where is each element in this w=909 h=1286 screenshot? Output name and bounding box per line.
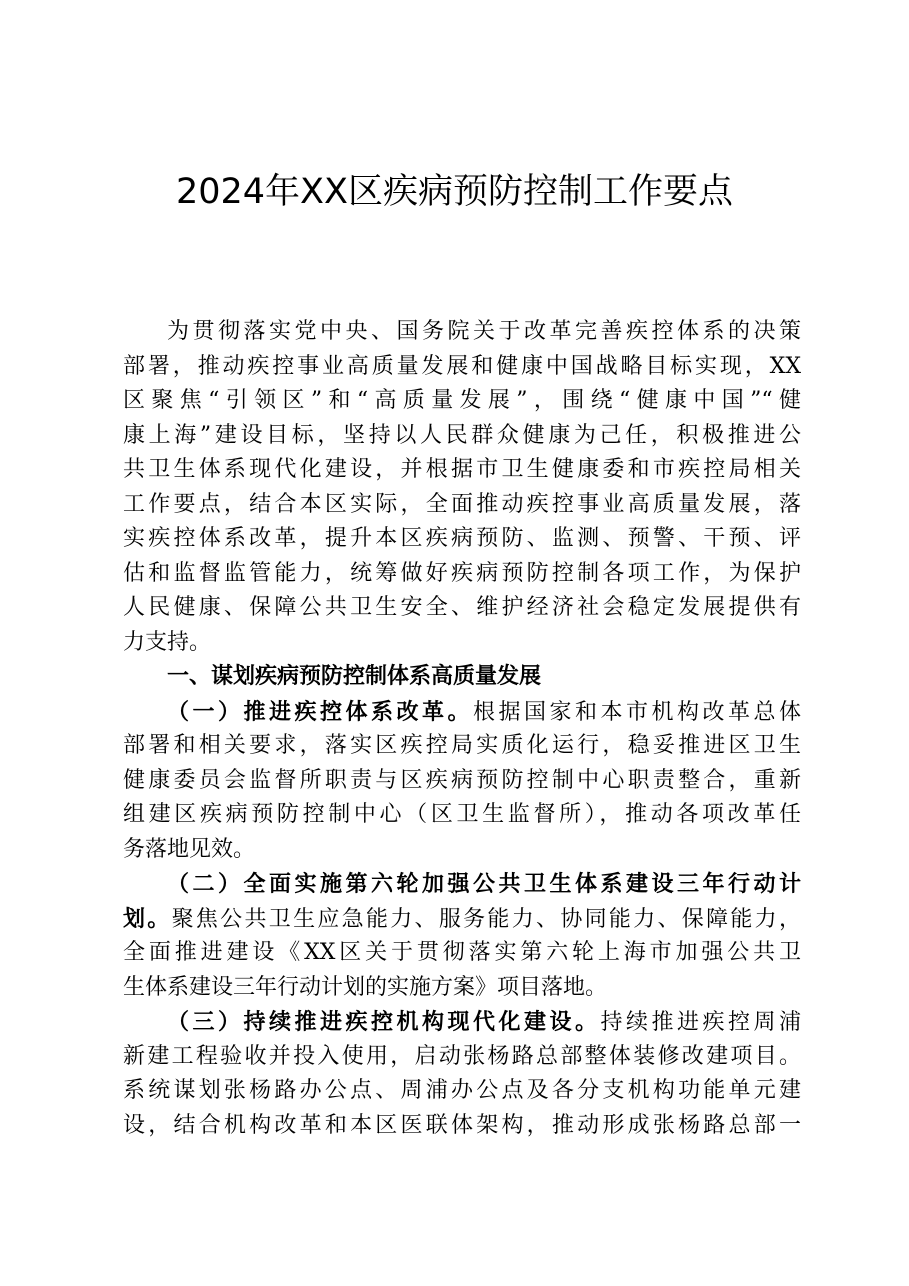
intro-line: 实疾控体系改革，提升本区疾病预防、监测、预警、干预、评 xyxy=(123,526,801,551)
intro-line: 人民健康、保障公共卫生安全、维护经济社会稳定发展提供有 xyxy=(123,595,801,620)
item-1-text: 根据国家和本市机构改革总体 xyxy=(473,699,801,725)
item-3-heading: （三）持续推进疾控机构现代化建设。 xyxy=(167,1009,601,1035)
intro-line: 康上海”建设目标，坚持以人民群众健康为己任，积极推进公 xyxy=(123,422,801,448)
item-1-line: 部署和相关要求，落实区疾控局实质化运行，稳妥推进区卫生 xyxy=(123,733,801,758)
item-2-heading: （二）全面实施第六轮加强公共卫生体系建设三年行动计 xyxy=(167,871,801,897)
item-3-first-line xyxy=(123,1005,801,1040)
item-2-text: 聚焦公共卫生应急能力、服务能力、协同能力、保障能力， xyxy=(171,906,801,932)
item-3-line: 新建工程验收并投入使用，启动张杨路总部整体装修改建项目。 xyxy=(123,1043,801,1069)
item-3-line: 系统谋划张杨路办公点、周浦办公点及各分支机构功能单元建 xyxy=(123,1078,801,1103)
item-1-first-line xyxy=(123,695,801,730)
item-2-line: 生体系建设三年行动计划的实施方案》项目落地。 xyxy=(123,974,608,1000)
intro-line: 力支持。 xyxy=(123,629,212,655)
intro-line: 共卫生体系现代化建设，并根据市卫生健康委和市疾控局相关 xyxy=(123,457,801,482)
intro-line: 为贯彻落实党中央、国务院关于改革完善疾控体系的决策 xyxy=(167,319,801,344)
item-2-second-line xyxy=(123,902,801,937)
item-1-line: 务落地见效。 xyxy=(123,836,256,862)
item-2-line: 全面推进建设《XX区关于贯彻落实第六轮上海市加强公共卫 xyxy=(123,940,801,965)
intro-line: 部署，推动疾控事业高质量发展和健康中国战略目标实现，XX xyxy=(123,353,801,379)
intro-line: 工作要点，结合本区实际，全面推动疾控事业高质量发展，落 xyxy=(123,491,801,517)
intro-line: 估和监督监管能力，统筹做好疾病预防控制各项工作，为保护 xyxy=(123,560,801,586)
intro-line: 区聚焦“引领区”和“高质量发展”，围绕“健康中国”“健 xyxy=(123,388,801,413)
item-1-line: 健康委员会监督所职责与区疾病预防控制中心职责整合，重新 xyxy=(123,767,801,793)
document-body xyxy=(123,315,801,1143)
item-1-heading: （一）推进疾控体系改革。 xyxy=(167,698,473,725)
document-title: 2024年XX区疾病预防控制工作要点 xyxy=(175,172,734,212)
item-3-text: 持续推进疾控周浦 xyxy=(600,1010,801,1035)
item-2-heading-end: 划。 xyxy=(123,905,172,932)
section-heading: 一、谋划疾病预防控制体系高质量发展 xyxy=(167,664,542,689)
item-1-line: 组建区疾病预防控制中心（区卫生监督所），推动各项改革任 xyxy=(123,802,801,827)
item-3-line: 设，结合机构改革和本区医联体架构，推动形成张杨路总部一 xyxy=(123,1112,801,1138)
